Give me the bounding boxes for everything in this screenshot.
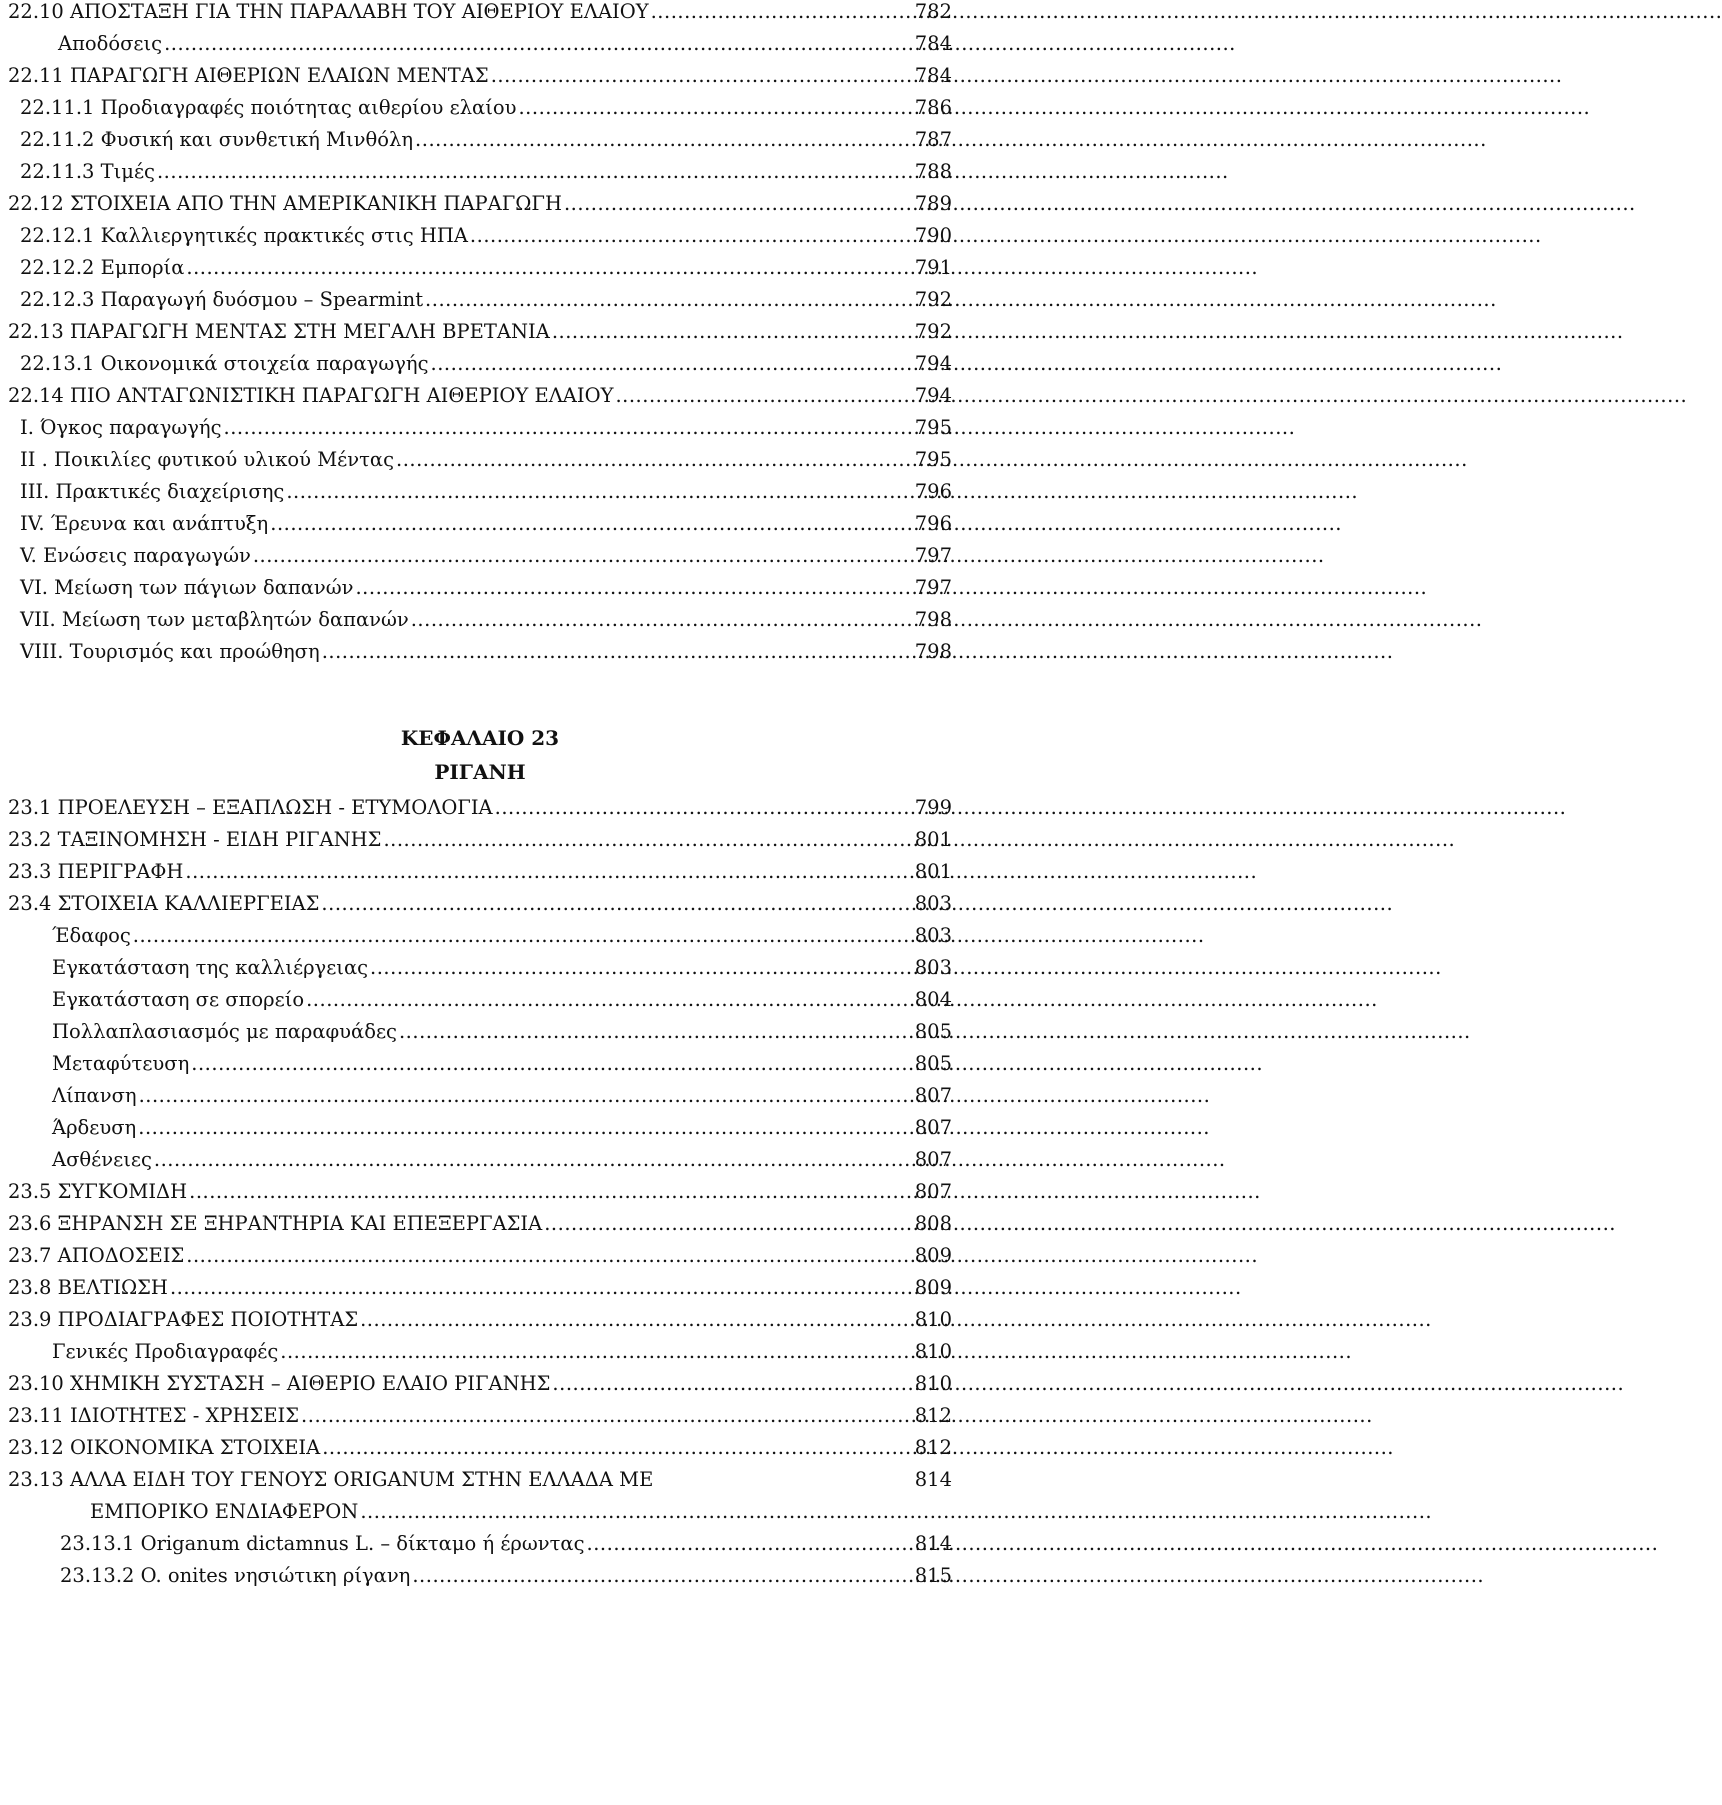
toc-entry-title: Αποδόσεις [58, 32, 163, 55]
dot-leader [186, 1244, 894, 1267]
toc-entry-title: 23.13 ΑΛΛΑ ΕΙΔΗ ΤΟΥ ΓΕΝΟΥΣ ORIGANUM ΣΤΗΝ ΕΛΛΑΔΑ ΜΕ [8, 1468, 654, 1491]
dot-leader [383, 828, 894, 851]
toc-entry[interactable] [8, 384, 952, 416]
toc-entry-page: 803 [914, 924, 952, 947]
dot-leader [411, 608, 894, 631]
toc-entry-page: 791 [914, 256, 952, 279]
dot-leader [552, 320, 894, 343]
toc-entry-page: 809 [914, 1276, 952, 1299]
toc-entry-title: Εγκατάσταση σε σπορείο [52, 988, 305, 1011]
toc-entry-page: 789 [914, 192, 952, 215]
toc-entry[interactable] [8, 1372, 952, 1404]
toc-entry-title: Ασθένειες [52, 1148, 152, 1171]
toc-entry[interactable] [20, 352, 952, 384]
toc-entry-title: II . Ποικιλίες φυτικού υλικού Μέντας [20, 448, 395, 471]
dot-leader [322, 640, 894, 663]
toc-entry[interactable] [8, 828, 952, 860]
toc-entry[interactable] [20, 448, 952, 480]
toc-entry-title: 23.9 ΠΡΟΔΙΑΓΡΑΦΕΣ ΠΟΙΟΤΗΤΑΣ [8, 1308, 359, 1331]
chapter-label: ΚΕΦΑΛΑΙΟ 23 [400, 726, 560, 750]
toc-entry-page: 814 [914, 1468, 952, 1491]
toc-entry-title: 23.6 ΞΗΡΑΝΣΗ ΣΕ ΞΗΡΑΝΤΗΡΙΑ ΚΑΙ ΕΠΕΞΕΡΓΑΣΙΑ [8, 1212, 543, 1235]
toc-entry[interactable] [52, 924, 952, 956]
toc-entry-page: 797 [914, 544, 952, 567]
toc-entry[interactable] [8, 1180, 952, 1212]
toc-entry[interactable] [60, 1532, 952, 1564]
toc-entry[interactable] [8, 320, 952, 352]
dot-leader [301, 1404, 894, 1427]
toc-entry-title: Έδαφος [52, 924, 131, 947]
dot-leader [415, 128, 894, 151]
toc-entry-title: Πολλαπλασιασμός με παραφυάδες [52, 1020, 397, 1043]
toc-entry[interactable] [8, 64, 952, 96]
dot-leader [280, 1340, 894, 1363]
toc-entry-page: 794 [914, 352, 952, 375]
toc-entry-title: 22.11.3 Τιμές [20, 160, 155, 183]
dot-leader [552, 1372, 894, 1395]
toc-entry-title: VII. Μείωση των μεταβλητών δαπανών [20, 608, 409, 631]
toc-entry[interactable] [8, 892, 952, 924]
toc-entry-title: 23.13.2 O. onites νησιώτικη ρίγανη [60, 1564, 411, 1587]
chapter-title: ΡΙΓΑΝΗ [434, 760, 526, 784]
toc-entry-title: 23.7 ΑΠΟΔΟΣΕΙΣ [8, 1244, 185, 1267]
toc-entry-title: 23.8 ΒΕΛΤΙΩΣΗ [8, 1276, 168, 1299]
toc-entry-title: IV. Έρευνα και ανάπτυξη [20, 512, 269, 535]
toc-entry[interactable] [20, 640, 952, 672]
toc-entry[interactable] [20, 256, 952, 288]
toc-entry-title: VIII. Τουρισμός και προώθηση [20, 640, 320, 663]
toc-entry-page: 798 [914, 608, 952, 631]
toc-entry[interactable] [8, 1276, 952, 1308]
dot-leader [491, 64, 894, 87]
toc-entry-page: 805 [914, 1052, 952, 1075]
toc-entry[interactable] [8, 1212, 952, 1244]
toc-entry-page: 812 [914, 1404, 952, 1427]
toc-entry-title: 22.11.2 Φυσική και συνθετική Μινθόλη [20, 128, 414, 151]
toc-entry-page: 790 [914, 224, 952, 247]
dot-leader [157, 160, 894, 183]
dot-leader [133, 924, 894, 947]
dot-leader [286, 480, 894, 503]
toc-entry-page: 814 [914, 1532, 952, 1555]
toc-entry-title: Άρδευση [52, 1116, 137, 1139]
toc-entry-page: 797 [914, 576, 952, 599]
toc-entry-title: 23.13.1 Origanum dictamnus L. – δίκταμο ή έρωντας [60, 1532, 585, 1555]
toc-entry-page: 795 [914, 448, 952, 471]
toc-entry[interactable] [8, 796, 952, 828]
toc-entry-page: 810 [914, 1372, 952, 1395]
toc-entry[interactable] [20, 288, 952, 320]
toc-entry-page: 787 [914, 128, 952, 151]
dot-leader [321, 892, 894, 915]
toc-entry-page: 810 [914, 1308, 952, 1331]
toc-entry[interactable] [52, 1020, 952, 1052]
toc-entry-title: 23.11 ΙΔΙΟΤΗΤΕΣ - ΧΡΗΣΕΙΣ [8, 1404, 300, 1427]
toc-entry[interactable] [52, 1084, 952, 1116]
toc-entry-page: 807 [914, 1116, 952, 1139]
toc-entry[interactable] [8, 1468, 952, 1500]
dot-leader [564, 192, 894, 215]
toc-entry[interactable] [20, 576, 952, 608]
dot-leader [396, 448, 894, 471]
toc-entry[interactable] [52, 956, 952, 988]
dot-leader [360, 1308, 894, 1331]
dot-leader [253, 544, 894, 567]
toc-entry-page: 796 [914, 480, 952, 503]
toc-entry-title: 22.14 ΠΙΟ ΑΝΤΑΓΩΝΙΣΤΙΚΗ ΠΑΡΑΓΩΓΗ ΑΙΘΕΡΙΟΥ ΕΛΑΙΟΥ [8, 384, 614, 407]
toc-entry[interactable] [90, 1500, 952, 1532]
dot-leader [431, 352, 894, 375]
toc-entry[interactable] [20, 416, 952, 448]
toc-entry-page: 786 [914, 96, 952, 119]
toc-entry-title: 22.12.1 Καλλιεργητικές πρακτικές στις ΗΠΑ [20, 224, 468, 247]
toc-entry-title: 23.10 ΧΗΜΙΚΗ ΣΥΣΤΑΣΗ – ΑΙΘΕΡΙΟ ΕΛΑΙΟ ΡΙΓΑΝΗΣ [8, 1372, 551, 1395]
toc-entry[interactable] [8, 1308, 952, 1340]
toc-entry-page: 796 [914, 512, 952, 535]
toc-entry[interactable] [52, 1340, 952, 1372]
toc-entry-page: 803 [914, 892, 952, 915]
toc-entry-title: V. Ενώσεις παραγωγών [20, 544, 251, 567]
toc-entry-page: 801 [914, 828, 952, 851]
toc-entry[interactable] [52, 1148, 952, 1180]
toc-entry-page: 815 [914, 1564, 952, 1587]
toc-entry-page: 792 [914, 320, 952, 343]
toc-entry-page: 808 [914, 1212, 952, 1235]
toc-entry[interactable] [52, 1052, 952, 1084]
toc-entry-title: VI. Μείωση των πάγιων δαπανών [20, 576, 354, 599]
dot-leader [139, 1084, 894, 1107]
toc-entry-page: 801 [914, 860, 952, 883]
toc-entry-title: Μεταφύτευση [52, 1052, 190, 1075]
toc-entry-title: I. Όγκος παραγωγής [20, 416, 222, 439]
toc-entry[interactable] [60, 1564, 952, 1596]
dot-leader [164, 32, 894, 55]
toc-entry[interactable] [8, 1436, 952, 1468]
dot-leader [399, 1020, 894, 1043]
dot-leader [355, 576, 894, 599]
dot-leader [185, 860, 894, 883]
toc-entry[interactable] [20, 128, 952, 160]
dot-leader [138, 1116, 894, 1139]
toc-entry[interactable] [20, 544, 952, 576]
toc-entry[interactable] [8, 860, 952, 892]
dot-leader [270, 512, 894, 535]
dot-leader [412, 1564, 894, 1587]
dot-leader [360, 1500, 894, 1523]
toc-entry-title: Εγκατάσταση της καλλιέργειας [52, 956, 369, 979]
toc-entry-title: 23.3 ΠΕΡΙΓΡΑΦΗ [8, 860, 184, 883]
toc-entry-page: 803 [914, 956, 952, 979]
dot-leader [191, 1052, 894, 1075]
toc-entry[interactable] [58, 32, 952, 64]
dot-leader [186, 256, 894, 279]
dot-leader [189, 1180, 894, 1203]
toc-entry-page: 799 [914, 796, 952, 819]
toc-entry-title: 22.12 ΣΤΟΙΧΕΙΑ ΑΠΟ ΤΗΝ ΑΜΕΡΙΚΑΝΙΚΗ ΠΑΡΑΓΩΓΗ [8, 192, 562, 215]
toc-entry-page: 792 [914, 288, 952, 311]
toc-entry-page: 795 [914, 416, 952, 439]
dot-leader [425, 288, 894, 311]
toc-entry-page: 807 [914, 1084, 952, 1107]
dot-leader [306, 988, 894, 1011]
toc-entry[interactable] [8, 192, 952, 224]
toc-entry[interactable] [20, 96, 952, 128]
toc-entry-title: III. Πρακτικές διαχείρισης [20, 480, 285, 503]
toc-entry-page: 798 [914, 640, 952, 663]
toc-entry-title: Γενικές Προδιαγραφές [52, 1340, 279, 1363]
toc-entry[interactable] [8, 0, 952, 32]
dot-leader [495, 796, 894, 819]
toc-entry-title: 22.12.3 Παραγωγή δυόσμου – Spearmint [20, 288, 424, 311]
toc-entry-page: 784 [914, 32, 952, 55]
toc-entry-title: 23.5 ΣΥΓΚΟΜΙΔΗ [8, 1180, 188, 1203]
toc-entry-page: 782 [914, 0, 952, 23]
toc-entry-title: 23.1 ΠΡΟΕΛΕΥΣΗ – ΕΞΑΠΛΩΣΗ - ΕΤΥΜΟΛΟΓΙΑ [8, 796, 493, 819]
dot-leader [544, 1212, 894, 1235]
dot-leader [651, 0, 894, 23]
toc-entry[interactable] [20, 608, 952, 640]
toc-entry[interactable] [20, 480, 952, 512]
dot-leader [587, 1532, 894, 1555]
toc-entry-page: 804 [914, 988, 952, 1011]
toc-entry-title: 22.12.2 Εμπορία [20, 256, 185, 279]
toc-entry[interactable] [20, 160, 952, 192]
toc-entry[interactable] [52, 988, 952, 1020]
toc-entry-page: 810 [914, 1340, 952, 1363]
toc-entry-title: Λίπανση [52, 1084, 137, 1107]
toc-entry-title: 22.10 ΑΠΟΣΤΑΞΗ ΓΙΑ ΤΗΝ ΠΑΡΑΛΑΒΗ ΤΟΥ ΑΙΘΕΡΙΟΥ ΕΛΑΙΟΥ [8, 0, 649, 23]
toc-entry-title: 22.11.1 Προδιαγραφές ποιότητας αιθερίου ελαίου [20, 96, 517, 119]
dot-leader [224, 416, 894, 439]
dot-leader [615, 384, 894, 407]
dot-leader [322, 1436, 894, 1459]
dot-leader [154, 1148, 894, 1171]
toc-entry[interactable] [52, 1116, 952, 1148]
toc-entry-page: 788 [914, 160, 952, 183]
toc-entry-page: 812 [914, 1436, 952, 1459]
toc-entry-title: 22.13 ΠΑΡΑΓΩΓΗ ΜΕΝΤΑΣ ΣΤΗ ΜΕΓΑΛΗ ΒΡΕΤΑΝΙΑ [8, 320, 550, 343]
toc-entry[interactable] [8, 1244, 952, 1276]
toc-entry-title: ΕΜΠΟΡΙΚΟ ΕΝΔΙΑΦΕΡΟΝ [90, 1500, 359, 1523]
toc-entry-title: 23.4 ΣΤΟΙΧΕΙΑ ΚΑΛΛΙΕΡΓΕΙΑΣ [8, 892, 320, 915]
toc-entry-title: 22.11 ΠΑΡΑΓΩΓΗ ΑΙΘΕΡΙΩΝ ΕΛΑΙΩΝ ΜΕΝΤΑΣ [8, 64, 489, 87]
dot-leader [470, 224, 894, 247]
dot-leader [170, 1276, 894, 1299]
toc-entry-title: 23.2 ΤΑΞΙΝΟΜΗΣΗ - ΕΙΔΗ ΡΙΓΑΝΗΣ [8, 828, 382, 851]
toc-entry[interactable] [8, 1404, 952, 1436]
toc-entry-page: 794 [914, 384, 952, 407]
toc-entry-page: 805 [914, 1020, 952, 1043]
dot-leader [518, 96, 894, 119]
toc-entry-page: 784 [914, 64, 952, 87]
toc-entry-title: 22.13.1 Οικονομικά στοιχεία παραγωγής [20, 352, 429, 375]
dot-leader [370, 956, 894, 979]
toc-entry[interactable] [20, 224, 952, 256]
toc-entry-page: 807 [914, 1148, 952, 1171]
toc-entry-title: 23.12 ΟΙΚΟΝΟΜΙΚΑ ΣΤΟΙΧΕΙΑ [8, 1436, 321, 1459]
toc-entry[interactable] [20, 512, 952, 544]
toc-entry-page: 807 [914, 1180, 952, 1203]
toc-entry-page: 809 [914, 1244, 952, 1267]
